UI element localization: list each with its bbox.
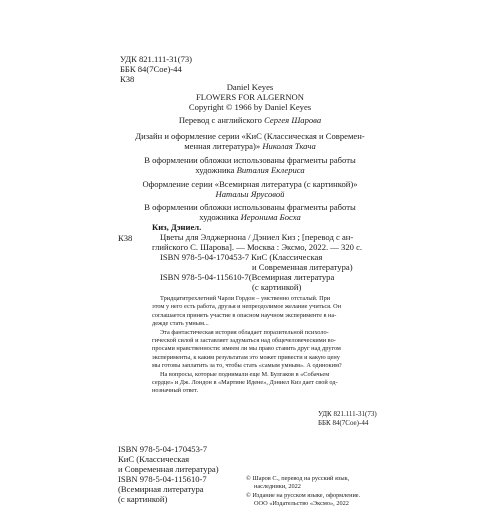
original-author: Daniel Keyes (226, 82, 274, 92)
catalog-k-code: К38 (118, 233, 133, 243)
copyright-line: Copyright © 1966 by Daniel Keyes (188, 102, 312, 112)
cover-artist-1: Виталия Еклериса (236, 165, 305, 175)
cover-credit-1: В оформлении обложки использованы фрагменты работы художника Виталия Еклериса (144, 155, 356, 175)
catalog-isbn-2: ISBN 978-5-04-115610-7(Всемирная литература (160, 272, 335, 282)
bbk-code: ББК 84(7Сое)-44 (120, 64, 182, 74)
original-title-block (150, 82, 350, 112)
annotation: Тридцатитрехлетний Чарли Гордон – умственно отсталый. При этом у него есть работа, друзья и непреодолимое желание учиться. Он соглашается принять участие в опасном научном эксперименте в на- дежде стать умным... Эта фантастическая история обладает поразительной психоло- гической силой и заставляет задуматься над общечеловеческими во- просами нравственности: имеем ли мы право ставить друг над другом эксперименты, к каким результатам это может привести и какую цену мы готовы заплатить за то, чтобы стать «самым умным». А одиноким? На вопросы, которые поднимали еще М. Булгаков в «Собачьем сердце» и Дж. Лондон в «Мартине Идене», Дэниел Киз дает свой од- нозначный ответ. (152, 295, 342, 395)
series-design-credit: Оформление серии «Всемирная литература (с картинкой)» Натальи Ярусовой (110, 179, 390, 199)
k-code: К38 (120, 74, 135, 84)
series-designer-name: Натальи Ярусовой (215, 189, 285, 199)
designer-name: Николая Ткача (262, 141, 316, 151)
bottom-classification-codes (318, 410, 377, 429)
original-title: FLOWERS FOR ALGERNON (196, 92, 304, 102)
catalog-author: Киз, Дэниел. (152, 222, 202, 232)
cover-credit-2: В оформлении обложки использованы фрагменты работы художника Иеронима Босха (144, 202, 356, 222)
bottom-udk: УДК 821.111-31(73) (318, 410, 377, 418)
udk-code: УДК 821.111-31(73) (120, 54, 193, 64)
cover-artist-2: Иеронима Босха (240, 212, 301, 222)
catalog-desc-2: глийского С. Шарова]. — Москва : Эксмо, 2022. — 320 с. (152, 242, 363, 252)
top-classification-codes (120, 54, 192, 84)
translator-name: Сергея Шарова (264, 115, 322, 125)
catalog-card: Киз, Дэниел. Цветы для Элджернона / Дэниел Киз ; [перевод с ан- глийского С. Шарова]. — Москва : Эксмо, 2022. — 320 с. ISBN 978-5-04-170453-7 КиС (Классическая и Современная литература) ISBN 978-5-04-115610-7(Всемирная литература (с картинкой) (152, 222, 363, 292)
copyright-notices: © Шаров С., перевод на русский язык, наследники, 2022 © Издание на русском языке, оформление. ООО «Издательство «Эксмо», 2022 (246, 475, 361, 508)
translation-credit: Перевод с английского Сергея Шарова (178, 115, 322, 125)
catalog-desc-1: Цветы для Элджернона / Дэниел Киз ; [перевод с ан- (160, 232, 354, 242)
catalog-isbn-1: ISBN 978-5-04-170453-7 КиС (Классическая (160, 252, 323, 262)
bottom-bbk: ББК 84(7Сое)-44 (318, 419, 369, 428)
design-credit: Дизайн и оформление серии «КиС (Классическая и Современ- менная литература)» Николая Ткача (135, 131, 365, 151)
isbn-list: ISBN 978-5-04-170453-7 КиС (Классическая и Современная литература) ISBN 978-5-04-115610-7 (Всемирная литература (с картинкой) (118, 444, 219, 504)
